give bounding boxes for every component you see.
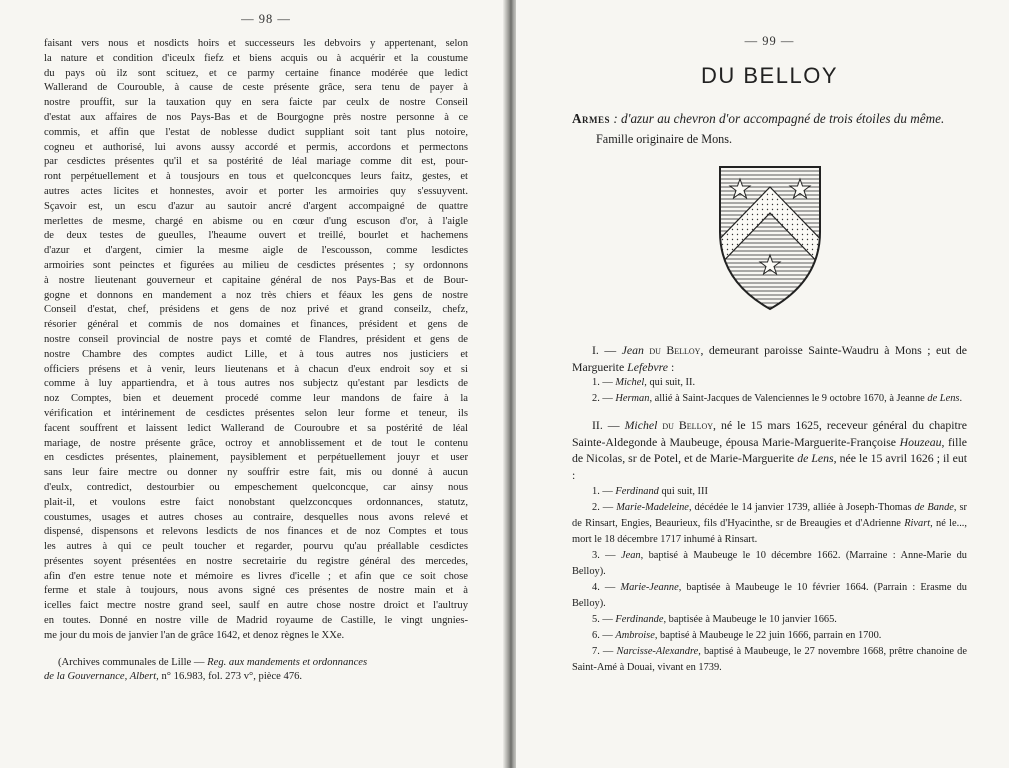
- text-line: la nature et condition d'iceulx fiefz et biens acquis ou à acquérir et la coustume: [44, 52, 468, 64]
- spouse-name: Houzeau: [899, 434, 942, 449]
- entry-prefix: I. —: [592, 343, 622, 357]
- text-line: du pays où ilz sont scituez, et ce parmy certaine finance modérée que ledict: [44, 67, 468, 79]
- person-name: Michel: [624, 418, 658, 433]
- child-number: 1. —: [592, 377, 616, 389]
- text-line: ront perpétuellement et à tousjours en tous et quelconcques leurs faitz, gestes, et: [44, 171, 468, 183]
- child-number: 3. —: [592, 549, 621, 561]
- child-entry: [572, 580, 967, 612]
- family-name: du Belloy: [643, 343, 701, 357]
- child-name: Michel: [615, 377, 645, 389]
- text-line: résorier général et commis de nos domaines et finances, président et gens de: [44, 319, 468, 331]
- child-text: , qui suit, II.: [644, 377, 696, 389]
- child-text: , baptisé à Maubeuge le 10 décembre 1662. (Marraine : Anne-Marie du Belloy).: [572, 549, 967, 577]
- child-entry: [572, 500, 967, 548]
- text-line: ferme et stale à toujours, nous avons signé ces présentes de nostre main et à: [44, 585, 468, 597]
- text-line: armoiries sont peinctes et figurées au milieu de cesdictes présentes ; sy ordonnons: [44, 259, 468, 271]
- text-line: mariage, de nostre présente grâce, octroy et annoblissement et de tout le contenu: [44, 437, 468, 449]
- child-name: Ferdinande: [615, 613, 664, 625]
- child-number: 7. —: [592, 645, 617, 657]
- text-line: Conseil d'estat, chef, présidens et gens de noz privé et grand conseilz, chefz,: [44, 304, 468, 316]
- text-line: en cesdictes présentes, plainement, paysiblement et perpétuellement jouyr et user: [44, 452, 468, 464]
- left-page-body: [44, 37, 468, 644]
- child-entry: [572, 612, 967, 628]
- source-ref: n° 16.983, fol. 273 v°, pièce 476.: [158, 671, 303, 683]
- source-register-cont: de la Gouvernance, Albert,: [44, 671, 159, 683]
- child-entry: [572, 391, 967, 407]
- child-end: .: [959, 393, 963, 405]
- source-register: Reg. aux mandements et ordonnances: [207, 656, 368, 668]
- text-line: me jour du mois de janvier l'an de grâce 1642, et denoz règnes le XXe.: [44, 629, 345, 641]
- text-line: commis, et affin que l'estat de noblesse dudict suppliant soit tant plus notoire,: [44, 126, 468, 138]
- entry-end: :: [668, 359, 675, 374]
- family-name: du Belloy: [657, 418, 714, 433]
- child-entry: [572, 548, 967, 580]
- child-text: , baptisé à Maubeuge le 22 juin 1666, parrain en 1700.: [654, 629, 882, 641]
- child-text: qui suit, III: [658, 485, 708, 497]
- entry-end: , née le 15 avril 1626 ; il eut :: [572, 451, 968, 482]
- page-number-left: — 98 —: [241, 12, 291, 26]
- armes-line: [572, 109, 967, 128]
- text-line: d'azur et d'argent, cimier la mesme aigle de l'escousson, comme lesdictes: [44, 245, 468, 257]
- text-line: en toutes. Donné en nostre ville de Madrid royaume de Castille, le vingt ungnies-: [44, 615, 468, 627]
- child-spouse: de Bande: [914, 501, 954, 513]
- right-page: [516, 0, 1009, 768]
- source-prefix: (Archives communales de Lille —: [58, 656, 208, 668]
- child-number: 2. —: [592, 501, 617, 513]
- child-entry: [572, 628, 967, 644]
- child-number: 6. —: [592, 629, 616, 641]
- child-name: Ferdinand: [615, 485, 659, 497]
- text-line: icelles faict mectre nostre grand seel, saulf en autre chose nostre droict et l'aultruy: [44, 600, 468, 612]
- child-text: , sr de Rinsart, Engies, Beaurieux, fils d'Hyacinthe, sr de Breaugies et d'Adrienne: [572, 501, 968, 529]
- entry-generation-2: [572, 417, 967, 483]
- coat-of-arms: [572, 157, 967, 322]
- archive-source: [44, 656, 468, 685]
- text-line: noz Comptes, bien et deuement procedé comme leur mandons de faire à la: [44, 393, 468, 405]
- entry-text: , fille de Nicolas, sr de Potel, et de Marie-Marguerite: [572, 434, 967, 466]
- text-line: merlettes de mesme, chargé en abisme ou en cœur d'ung escuson d'or, à l'aigle: [44, 215, 468, 227]
- child-name: Jean: [620, 549, 641, 561]
- child-spouse-mother: Rivart: [904, 517, 931, 529]
- armes-separator: :: [610, 111, 622, 126]
- text-line: comme à luy appartiendra, et à tous autres nos subjectz qu'estant par lesdicts de: [44, 378, 468, 390]
- text-line: cogneu et authorisé, lui avons aussy accordé et permis, accordons et permectons: [44, 141, 468, 153]
- child-number: 4. —: [592, 581, 621, 593]
- child-name: Ambroise: [615, 629, 655, 641]
- text-line: sans leur faire mectre ou donner ny souffrir estre fait, mis ou donné à aucun: [44, 467, 468, 479]
- text-line: plait-il, et voulons estre faict nonobstant quelzconcques ordonnances, statutz,: [44, 496, 468, 508]
- child-name: Marie-Jeanne: [620, 581, 679, 593]
- armes-description: d'azur au chevron d'or accompagné de trois étoiles du même.: [621, 111, 945, 126]
- child-name: Marie-Madeleine: [616, 501, 689, 513]
- text-line: par cesdictes présentes qu'il et sa postérité de léal mariage comme dit est, pour-: [44, 156, 468, 168]
- text-line: les autres à qui ce peult toucher et regarder, pourvu qu'au préallable cesdictes: [44, 541, 468, 553]
- child-text: , allié à Saint-Jacques de Valenciennes le 9 octobre 1670, à Jeanne: [649, 393, 928, 405]
- text-line: coustumes, usages et autres choses au contraire, desquelles nous avons relevé et: [44, 511, 468, 523]
- entry-text: , demeurant paroisse Sainte-Waudru à Mons ; eut de Marguerite: [572, 343, 967, 374]
- shield-icon: [710, 157, 830, 317]
- child-text: , baptisée à Maubeuge le 10 février 1664. (Parrain : Erasme du Belloy).: [572, 581, 967, 609]
- child-number: 5. —: [592, 613, 616, 625]
- person-name: Jean: [621, 343, 644, 357]
- child-name: Narcisse-Alexandre: [616, 645, 699, 657]
- text-line: Wallerand de Courouble, à cause de ceste présente grâce, sera tenu de payer à: [44, 82, 468, 94]
- child-entry: [572, 484, 967, 500]
- text-line: nostre Chambre des comptes audict Lille, et à tous autres nos justiciers et: [44, 348, 468, 360]
- child-text: , baptisée à Maubeuge le 10 janvier 1665.: [663, 613, 837, 625]
- text-line: de deux testes de gueulles, l'heaume ouvert et treillé, bourlet et hachemens: [44, 230, 468, 242]
- text-line: nostre prouffit, sur la tauxation quy en sera faicte par ceulx de nostre Conseil: [44, 97, 468, 109]
- child-entry: [572, 644, 967, 676]
- family-origin: Famille originaire de Mons.: [596, 132, 733, 146]
- text-line: à nostre lieutenant gouverneur et capitaine général de nos Pays-Bas et de Bour-: [44, 274, 468, 286]
- child-text: , baptisé à Maubeuge, le 27 novembre 1668, prêtre chanoine de Saint-Amé à Douai, vivant en 1739.: [572, 645, 967, 673]
- spouse-name: Lefebvre: [627, 359, 668, 374]
- text-line: faisant vers nous et nosdicts hoirs et successeurs les debvoirs y appertenant, selon: [44, 38, 468, 49]
- text-line: d'estat aux affaires de nos Pays-Bas et de Bourgogne près nostre personne à ce: [44, 111, 468, 123]
- family-title: DU BELLOY: [701, 63, 838, 88]
- text-line: présentes soyent présentées en nostre secretairie du registre général des mercedes,: [44, 555, 468, 567]
- mother-name: de Lens: [797, 451, 834, 466]
- text-line: facent souffrent et laissent ledict Wallerand de Couroubre et sa postérité de léal: [44, 422, 468, 434]
- text-line: officiers présens et à venir, leurs lieutenans et à chacun d'eux endroit soy et si: [44, 363, 468, 375]
- armes-label: Armes: [572, 111, 611, 126]
- text-line: vérification et intérinement de cesdictes présentes selon leur forme et teneur, ils: [44, 407, 468, 419]
- child-text: , né le..., mort le 18 décembre 1717 inhumé à Rinsart.: [572, 517, 967, 545]
- text-line: dispensé, dispensons et relevons lesdicts de nos finances et de noz Comptes et tous: [44, 526, 468, 538]
- entry-text: , né le 15 mars 1625, receveur général du chapitre Sainte-Aldegonde à Maubeuge, épousa Marie-Marguerite-Françoise: [572, 418, 967, 449]
- child-spouse: de Lens: [927, 393, 960, 405]
- child-entry: [572, 375, 967, 391]
- child-number: 2. —: [592, 393, 616, 405]
- text-line: afin d'en estre tenue note et mémoire es livres d'icelle ; et afin que ce soit chose: [44, 570, 468, 582]
- text-line: autres actes licites et honnestes, avoir et porter les armoiries quy s'essuyvent.: [44, 185, 468, 197]
- text-line: nostre conseil provincial de nostre pays et comté de Flandres, président et gens de: [44, 333, 468, 345]
- text-line: Sçavoir est, un escu d'azur au sautoir ancré d'argent accompaigné de quattre: [44, 200, 468, 212]
- child-text: , décédée le 14 janvier 1739, alliée à Joseph-Thomas: [688, 501, 915, 513]
- text-line: gogne et donnons en mandement a noz très chiers et féaux les gens de nostre: [44, 289, 468, 301]
- text-line: d'eulx, contredict, destourbier ou empeschement quelconcque, car ainsy nous: [44, 481, 468, 493]
- page-number-right: — 99 —: [744, 34, 795, 48]
- child-number: 1. —: [592, 485, 616, 497]
- entry-generation-1: [572, 342, 967, 375]
- child-name: Herman: [615, 393, 650, 405]
- entry-prefix: II. —: [592, 418, 625, 433]
